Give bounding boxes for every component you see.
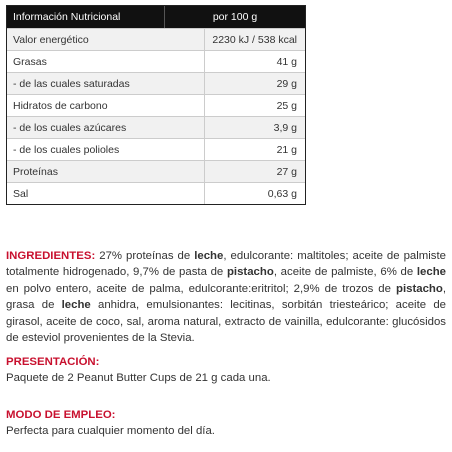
nutrient-label: - de los cuales polioles — [13, 143, 120, 156]
nutrition-row — [7, 28, 305, 50]
allergen-highlight: leche — [194, 250, 224, 262]
header-value: por 100 g — [212, 11, 258, 23]
ingredients-segment: en polvo entero, aceite de palma, edulcorante:eritritol; 2,9% de trozos de — [6, 282, 396, 295]
presentation-section — [6, 354, 446, 387]
nutrition-table — [6, 5, 306, 205]
allergen-highlight: leche — [416, 266, 446, 279]
nutrient-value: 25 g — [276, 99, 297, 112]
ingredients-heading: INGREDIENTES: — [6, 250, 96, 262]
presentation-heading: PRESENTACIÓN: — [6, 356, 100, 368]
allergen-highlight: pistacho — [226, 266, 274, 279]
nutrition-row — [7, 138, 305, 160]
ingredients-segment: , edulcorante: maltitoles; aceite de palmiste totalmente hidrogenado, 9,7% de pasta de — [6, 250, 446, 279]
nutrient-value: 3,9 g — [273, 121, 297, 134]
usage-text: Perfecta para cualquier momento del día. — [6, 425, 215, 438]
nutrition-table-body — [7, 28, 305, 204]
ingredients-segment: anhidra, emulsionantes: lecitinas, sorbitán triesteárico; aceite de girasol, aceite de coco, sal, aroma natural, extracto de vainilla, edulcorante: glucósidos de esteviol provenientes de la Stevia. — [6, 299, 446, 345]
usage-section — [6, 407, 446, 440]
nutrient-value: 29 g — [276, 77, 297, 90]
nutrient-value: 0,63 g — [267, 187, 297, 200]
usage-heading: MODO DE EMPLEO: — [6, 409, 116, 421]
nutrition-row — [7, 72, 305, 94]
allergen-highlight: pistacho — [395, 282, 443, 295]
nutrition-row — [7, 50, 305, 72]
nutrient-label: - de los cuales azúcares — [13, 121, 127, 134]
ingredients-text — [6, 248, 446, 346]
nutrient-value: 41 g — [276, 55, 297, 68]
header-label: Información Nutricional — [13, 11, 121, 23]
nutrient-value: 27 g — [276, 165, 297, 178]
nutrient-value: 2230 kJ / 538 kcal — [212, 33, 297, 46]
nutrition-row — [7, 182, 305, 204]
ingredients-segment: , grasa de — [6, 282, 446, 312]
ingredients-section — [6, 248, 446, 346]
presentation-text: Paquete de 2 Peanut Butter Cups de 21 g cada una. — [6, 372, 271, 385]
ingredients-segment: 27% proteínas de — [95, 250, 195, 262]
nutrient-value: 21 g — [276, 143, 297, 156]
nutrient-label: - de las cuales saturadas — [13, 77, 130, 90]
nutrient-label: Hidratos de carbono — [13, 99, 108, 112]
nutrient-label: Sal — [13, 187, 29, 200]
allergen-highlight: leche — [61, 299, 91, 312]
ingredients-segment: , aceite de palmiste, 6% de — [273, 266, 417, 279]
nutrient-label: Valor energético — [13, 33, 89, 46]
nutrition-table-header — [7, 6, 305, 28]
nutrition-row — [7, 116, 305, 138]
nutrient-label: Grasas — [13, 55, 47, 68]
nutrition-row — [7, 160, 305, 182]
nutrition-row — [7, 94, 305, 116]
nutrient-label: Proteínas — [13, 165, 58, 178]
